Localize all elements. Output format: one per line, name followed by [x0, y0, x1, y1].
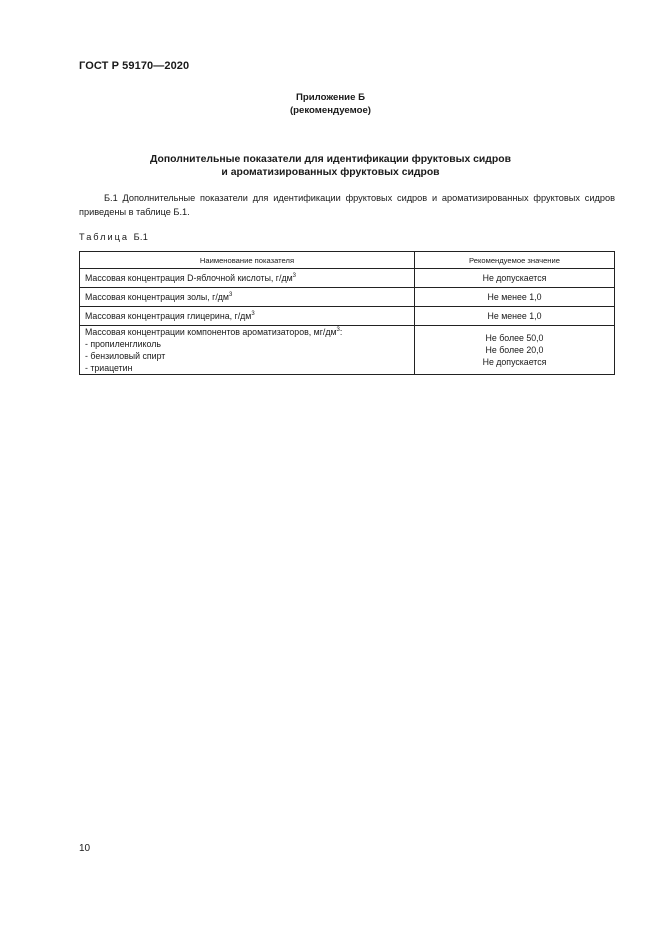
aroma-item: - пропиленгликоль	[85, 339, 161, 349]
aroma-values-cell	[415, 326, 615, 375]
indicators-table	[79, 251, 615, 375]
table-row	[80, 288, 615, 307]
aroma-item: - бензиловый спирт	[85, 351, 166, 361]
appendix-heading	[0, 91, 661, 117]
aroma-value: Не более 20,0	[485, 345, 544, 355]
row-name: Массовая концентрация золы, г/дм	[85, 292, 229, 302]
header-indicator-name: Наименование показателя	[80, 252, 415, 269]
appendix-title: Приложение Б	[296, 92, 365, 103]
unit-exponent: 3	[251, 311, 255, 317]
table-row	[80, 269, 615, 288]
table-row-aroma	[80, 326, 615, 375]
table-caption-number: Б.1	[133, 232, 149, 242]
row-value: Не менее 1,0	[415, 307, 615, 326]
section-title	[0, 153, 661, 179]
aroma-name-cell	[80, 326, 415, 375]
table-row	[80, 307, 615, 326]
aroma-value: Не допускается	[482, 357, 547, 367]
unit-exponent: 3	[292, 273, 296, 279]
row-name-cell	[80, 288, 415, 307]
row-value: Не допускается	[415, 269, 615, 288]
page-number: 10	[79, 843, 91, 854]
aroma-item: - триацетин	[85, 363, 133, 373]
section-title-line-2: и ароматизированных фруктовых сидров	[221, 167, 440, 178]
intro-paragraph	[79, 191, 615, 219]
intro-text: Б.1 Дополнительные показатели для идентификации фруктовых сидров и ароматизированных фруктовых сидров приведены в таблице Б.1.	[79, 193, 615, 217]
aroma-name-line	[85, 326, 409, 338]
section-title-line-1: Дополнительные показатели для идентификации фруктовых сидров	[150, 154, 511, 165]
table-header-row	[80, 252, 615, 269]
unit-exponent: 3	[336, 327, 340, 333]
row-name-cell	[80, 269, 415, 288]
appendix-subtitle: (рекомендуемое)	[289, 105, 371, 116]
aroma-suffix: :	[339, 327, 343, 337]
row-name: Массовая концентрация D-яблочной кислоты, г/дм	[85, 273, 293, 283]
aroma-name: Массовая концентрации компонентов ароматизаторов, мг/дм	[85, 327, 337, 337]
header-recommended-value: Рекомендуемое значение	[415, 252, 615, 269]
row-name: Массовая концентрация глицерина, г/дм	[85, 311, 252, 321]
aroma-value: Не более 50,0	[485, 333, 544, 343]
table-caption-word: Таблица	[79, 232, 130, 242]
row-name-cell	[80, 307, 415, 326]
row-value: Не менее 1,0	[415, 288, 615, 307]
unit-exponent: 3	[228, 292, 233, 298]
document-code: ГОСТ Р 59170—2020	[79, 60, 190, 72]
table-caption	[79, 232, 148, 242]
